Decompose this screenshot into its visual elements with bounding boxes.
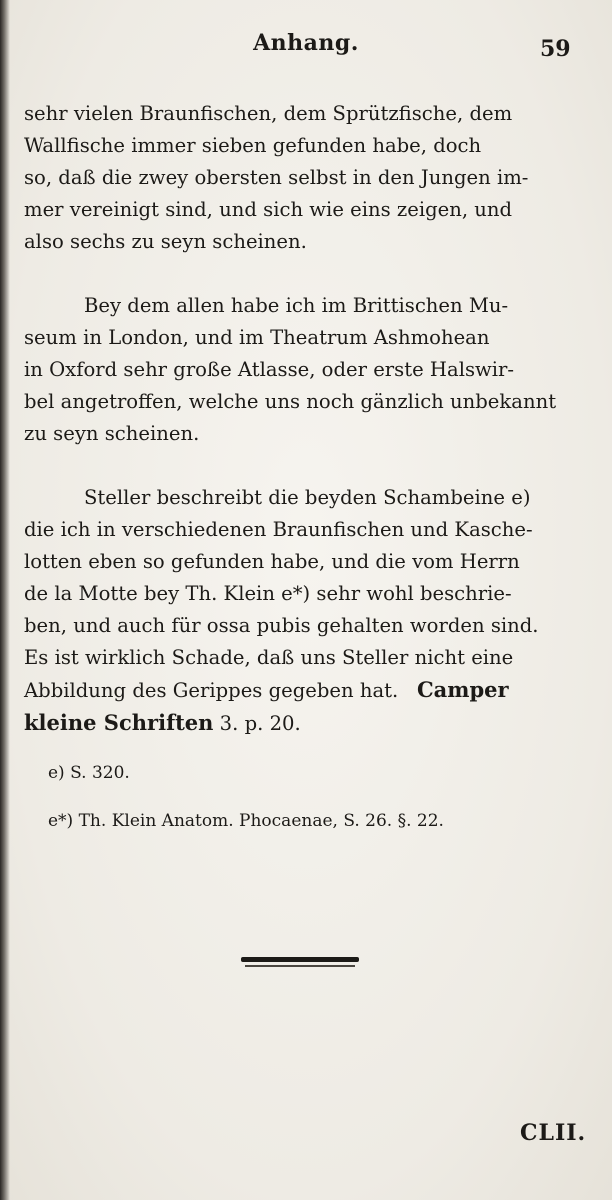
text-line: Steller beschreibt die beyden Schambeine e) — [84, 486, 531, 509]
text-line: de la Motte bey Th. Klein e*) sehr wohl beschrie- — [24, 582, 512, 605]
text-line: seum in London, und im Theatrum Ashmohean — [24, 326, 490, 349]
text-line-content: Abbildung des Gerippes gegeben hat. — [24, 679, 399, 702]
signature-mark: CLII. — [520, 1120, 587, 1146]
footnote: e) S. 320. — [48, 763, 130, 783]
text-line: Bey dem allen habe ich im Brittischen Mu- — [84, 294, 509, 317]
binding-gutter — [0, 0, 10, 1200]
rule-thick-line — [241, 957, 359, 962]
paragraph-3 — [24, 482, 582, 740]
source-citation: 3. p. 20. — [213, 712, 301, 735]
text-line: sehr vielen Braunfischen, dem Sprützfische, dem — [24, 102, 513, 125]
page-number: 59 — [540, 36, 571, 62]
text-line: also sechs zu seyn scheinen. — [24, 230, 307, 253]
text-line — [24, 707, 582, 740]
text-line — [24, 674, 582, 707]
author-name: Camper — [416, 677, 509, 702]
text-line: zu seyn scheinen. — [24, 422, 200, 445]
footnotes — [48, 760, 444, 856]
rule-thin-line — [245, 965, 355, 967]
text-line: mer vereinigt sind, und sich wie eins zeigen, und — [24, 198, 513, 221]
text-line: Es ist wirklich Schade, daß uns Steller nicht eine — [24, 646, 514, 669]
paragraph-2 — [24, 290, 582, 450]
text-line: bel angetroffen, welche uns noch gänzlich unbekannt — [24, 390, 557, 413]
source-title: kleine Schriften — [24, 710, 214, 735]
body-text — [24, 98, 582, 772]
text-line: Wallfische immer sieben gefunden habe, doch — [24, 134, 482, 157]
section-rule — [241, 957, 359, 967]
text-line: so, daß die zwey obersten selbst in den Jungen im- — [24, 166, 529, 189]
text-line: in Oxford sehr große Atlasse, oder erste Halswir- — [24, 358, 515, 381]
paragraph-1 — [24, 98, 582, 258]
text-line: ben, und auch für ossa pubis gehalten worden sind. — [24, 614, 539, 637]
text-line: die ich in verschiedenen Braunfischen und Kasche- — [24, 518, 533, 541]
running-head: Anhang. — [253, 30, 359, 56]
text-line: lotten eben so gefunden habe, und die vom Herrn — [24, 550, 520, 573]
footnote: e*) Th. Klein Anatom. Phocaenae, S. 26. §. 22. — [48, 811, 444, 831]
